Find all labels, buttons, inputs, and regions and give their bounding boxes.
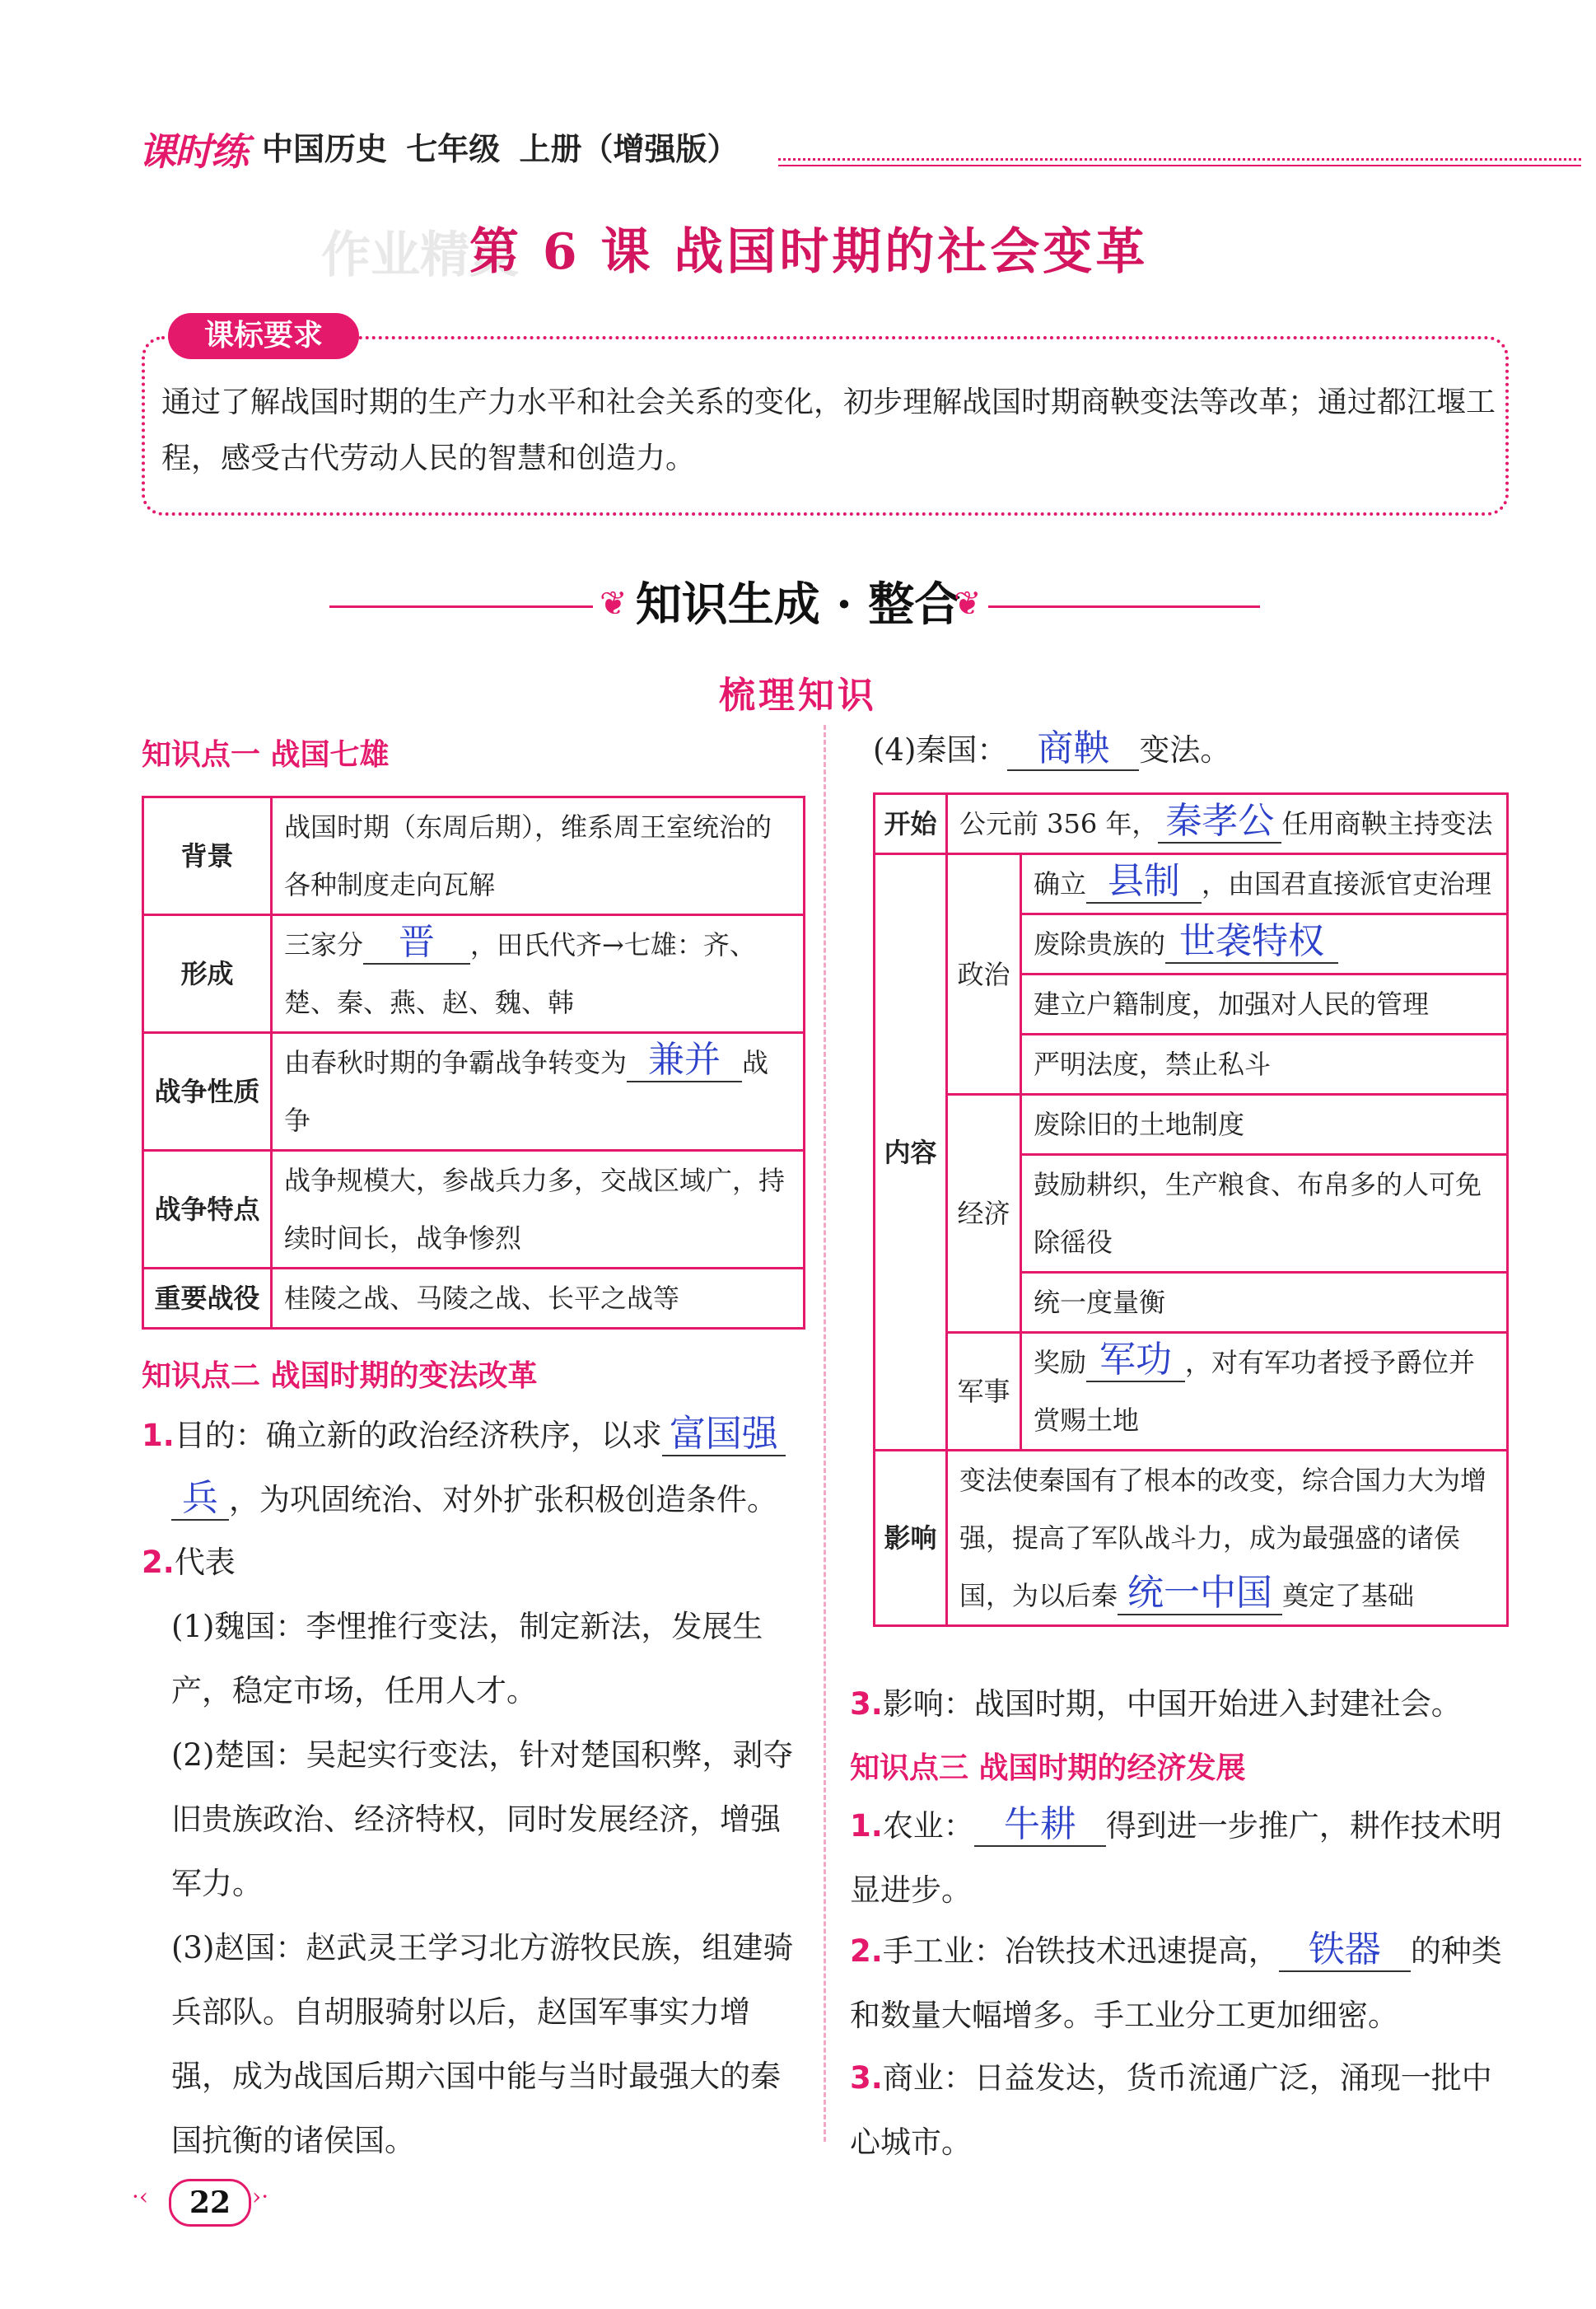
table-row [875,1095,1508,1155]
text-pre: 由春秋时期的争霸战争转变为 [284,1047,628,1078]
answer-blank: 商鞅 [1007,728,1139,771]
row-text [1021,1333,1508,1451]
answer-blank: 统一中国 [1118,1573,1282,1615]
answer-blank: 秦孝公 [1158,801,1281,844]
row-text: 战国时期（东周后期），维系周王室统治的各种制度走向瓦解 [272,797,805,915]
answer-blank: 晋 [363,922,470,965]
table-row [143,1033,805,1151]
column-divider [824,725,826,2142]
section-rule-right [988,605,1260,608]
row-text [1021,854,1508,914]
book-title: 中国历史 七年级 上册（增强版） [262,131,739,167]
row-text: 鼓励耕织，生产粮食、布帛多的人可免除徭役 [1021,1155,1508,1273]
text-post: 奠定了基础 [1282,1580,1415,1611]
requirement-text: 通过了解战国时期的生产力水平和社会关系的变化，初步理解战国时期商鞅变法等改革；通过都江堰工程，感受古代劳动人民的智慧和创造力。 [161,386,1496,475]
item-label: 代表 [174,1545,236,1580]
text-pre: 废除贵族的 [1034,928,1166,960]
item-number: 1. [142,1418,175,1453]
ornament-right-icon: ❦ [954,585,982,623]
chu-text: (2)楚国：吴起实行变法，针对楚国积弊，剥夺旧贵族政治、经济特权，同时发展经济，增强军力。 [171,1737,794,1901]
section-subtitle: 梳理知识 [719,675,877,717]
row-text: 废除旧的土地制度 [1021,1095,1508,1155]
row-text: 建立户籍制度，加强对人民的管理 [1021,975,1508,1035]
row-text [272,1033,805,1151]
answer-blank: 军功 [1086,1339,1185,1382]
text-pre: 确立 [1034,868,1087,900]
row-text [1021,914,1508,975]
text-post: ，为巩固统治、对外扩张积极创造条件。 [229,1482,777,1517]
text-pre: 三家分 [284,929,364,961]
row-head: 内容 [875,854,947,1451]
text-post: 战争 [284,1047,769,1136]
text-post: 得到进一步推广，耕作技术明显进步。 [850,1808,1502,1908]
page-ornament-left-icon: ·‹ [132,2183,149,2210]
text-pre: 目的：确立新的政治经济秩序，以求 [174,1418,662,1453]
row-text [947,794,1508,854]
table-row [875,1451,1508,1626]
row-head: 开始 [875,794,947,854]
section-title: 知识生成 · 整合 [635,577,961,632]
table-row [143,1269,805,1329]
answer-blank: 富国强 [662,1414,786,1456]
requirement-badge: 课标要求 [168,313,359,359]
text-post: 的种类和数量大幅增多。手工业分工更加细密。 [850,1933,1502,2033]
text-pre: 农业： [882,1808,974,1844]
text-pre: 变法使秦国有了根本的改变，综合国力大为增强，提高了军队战斗力，成为最强盛的诸侯国，为以后秦 [959,1465,1487,1611]
text-post: ，由国君直接派官吏治理 [1202,868,1492,900]
row-text: 桂陵之战、马陵之战、长平之战等 [272,1269,805,1329]
row-head: 背景 [143,797,272,915]
sub-head: 政治 [947,854,1021,1095]
text-pre: (4)秦国： [873,732,1008,768]
kp2-item1 [142,1404,809,1532]
answer-blank: 兼并 [627,1040,742,1082]
item-number: 1. [850,1808,883,1844]
item-text: 商业：日益发达，货币流通广泛，涌现一批中心城市。 [850,2060,1492,2160]
text-post: 变法。 [1139,732,1231,768]
table-row [143,915,805,1033]
page-number: 22 [169,2179,251,2227]
item-number: 3. [850,2060,883,2096]
header-rule-dotted [778,158,1581,161]
watermark: 作业精灵 [321,227,519,284]
text-post: ，对有军功者授予爵位并赏赐土地 [1034,1347,1476,1436]
table-row [875,1333,1508,1451]
row-head: 战争特点 [143,1151,272,1269]
kp2-title: 知识点二 战国时期的变法改革 [142,1359,538,1393]
kp2-item2 [142,1531,236,1595]
row-head: 战争性质 [143,1033,272,1151]
row-text [947,1451,1508,1626]
sub-head: 军事 [947,1333,1021,1451]
row-text: 统一度量衡 [1021,1273,1508,1333]
wei-text: (1)魏国：李悝推行变法，制定新法，发展生产，稳定市场，任用人才。 [171,1609,763,1708]
item-number: 2. [142,1545,175,1580]
item-text: 影响：战国时期，中国开始进入封建社会。 [882,1686,1462,1722]
text-pre: 公元前 356 年， [959,808,1159,839]
answer-blank: 牛耕 [974,1804,1106,1847]
answer-blank: 兵 [171,1478,229,1521]
page-ornament-right-icon: ›· [252,2183,269,2210]
kp3-title: 知识点三 战国时期的经济发展 [850,1751,1246,1785]
text-post: 任用商鞅主持变法 [1281,808,1493,839]
table-row [875,854,1508,914]
answer-blank: 县制 [1086,861,1202,904]
qin-intro [873,718,1230,783]
table-row [875,794,1508,854]
kp1-table [142,796,805,1330]
header-rule [778,165,1581,166]
sub-head: 经济 [947,1095,1021,1333]
lesson-title: 第 6 课 战国时期的社会变革 [469,223,1149,281]
kp3-item2 [850,1919,1517,2048]
kp1-title: 知识点一 战国七雄 [142,738,390,772]
table-row [143,797,805,915]
item3 [850,1672,1525,1736]
answer-blank: 铁器 [1279,1929,1411,1972]
row-text: 战争规模大，参战兵力多，交战区域广，持续时间长，战争惨烈 [272,1151,805,1269]
text-pre: 手工业：冶铁技术迅速提高， [882,1933,1279,1969]
qin-table [873,792,1509,1627]
item-number: 2. [850,1933,883,1969]
row-head: 重要战役 [143,1269,272,1329]
item-number: 3. [850,1686,883,1722]
kp3-item3 [850,2046,1517,2175]
kp3-item1 [850,1794,1517,1923]
brand-logo: 课时练 [138,129,247,174]
text-pre: 奖励 [1034,1347,1087,1378]
table-row [143,1151,805,1269]
row-text: 严明法度，禁止私斗 [1021,1035,1508,1095]
row-text [272,915,805,1033]
row-head: 影响 [875,1451,947,1626]
answer-blank: 世袭特权 [1165,921,1338,964]
ornament-left-icon: ❦ [600,585,628,623]
row-head: 形成 [143,915,272,1033]
zhao-text: (3)赵国：赵武灵王学习北方游牧民族，组建骑兵部队。自胡服骑射以后，赵国军事实力增强，成为战国后期六国中能与当时最强大的秦国抗衡的诸侯国。 [171,1930,794,2158]
text-post: ，田氏代齐→七雄：齐、楚、秦、燕、赵、魏、韩 [284,929,756,1018]
